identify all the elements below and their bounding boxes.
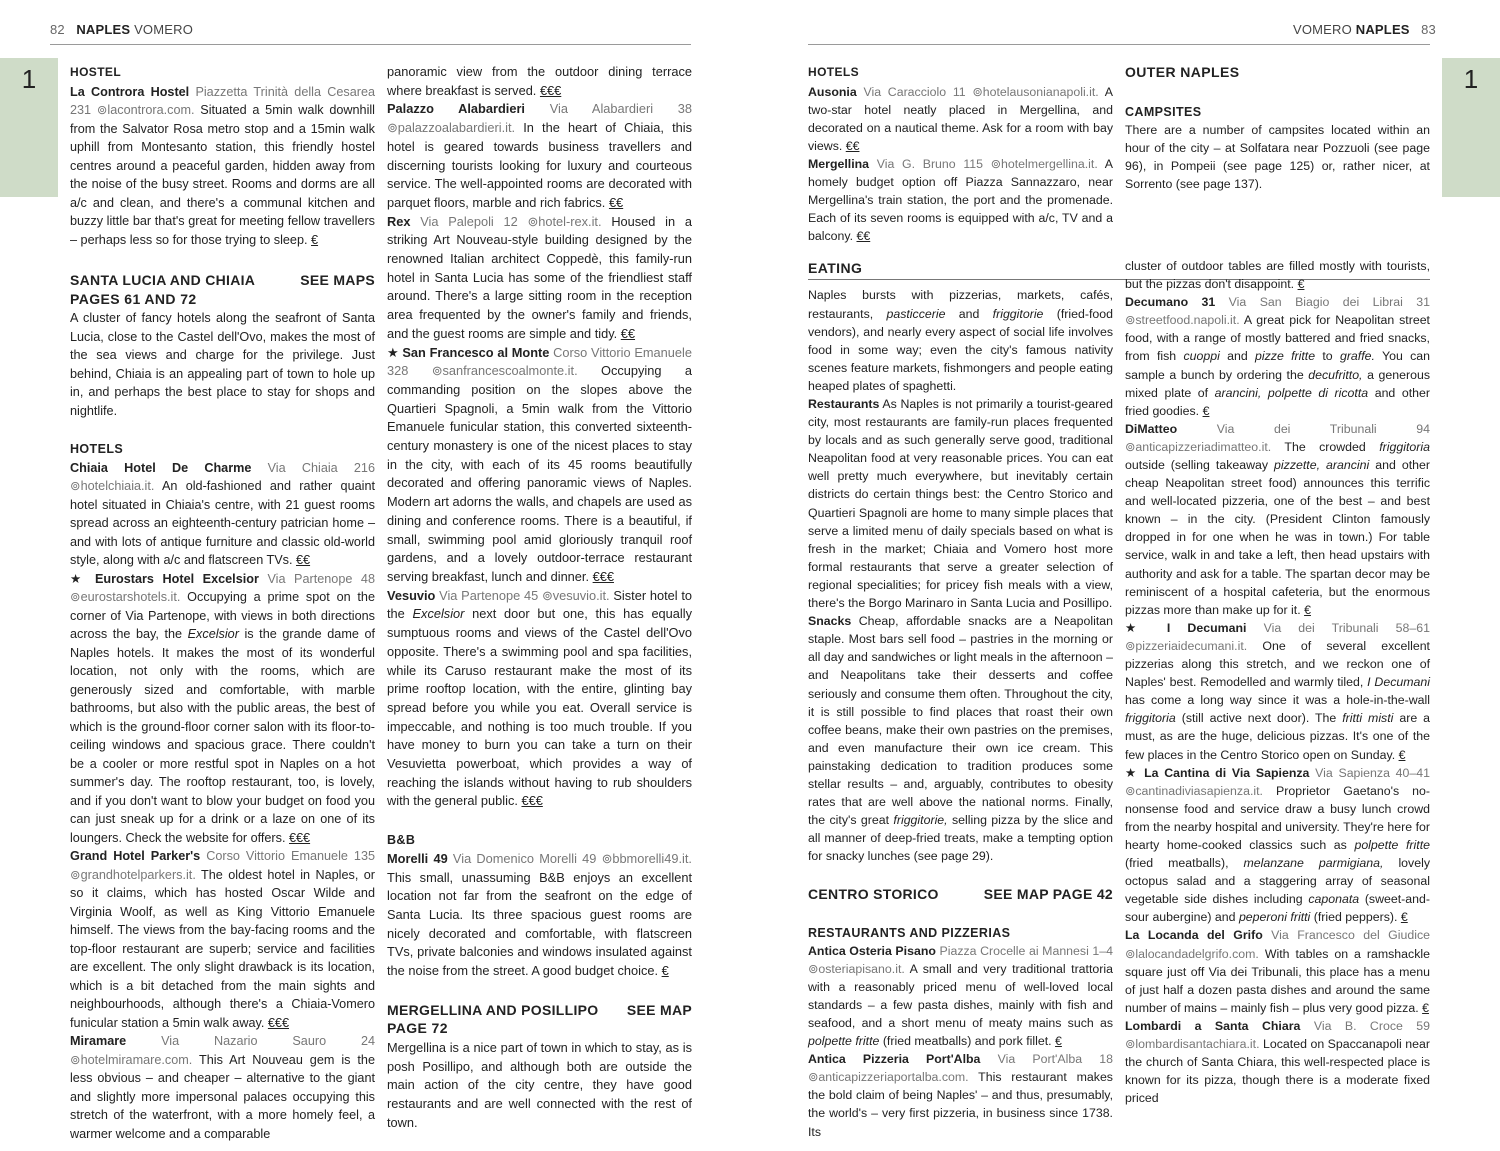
listing-description: lovely octopus salad and a staggering array of seasonal vegetable side dishes including bbox=[1125, 856, 1430, 907]
listing-rex bbox=[387, 213, 692, 344]
chapter-tab-right: 1 bbox=[1442, 58, 1500, 197]
listing-address: Via Caracciolo 11 bbox=[863, 84, 966, 99]
star-icon: ★ bbox=[1125, 765, 1139, 780]
listing-name: Grand Hotel Parker's bbox=[70, 849, 201, 863]
heading-bb: B&B bbox=[387, 833, 416, 848]
italic-term: caponata bbox=[1308, 892, 1360, 907]
italic-term: decufritto, bbox=[1308, 367, 1363, 382]
web-icon: ⊚ bbox=[527, 213, 539, 229]
listing-description: (fried peppers). bbox=[1313, 910, 1398, 925]
listing-address: Via Palepoli 12 bbox=[420, 213, 518, 229]
body-text: Cheap, affordable snacks are a Neapolitan staple. Most bars sell food – pastries in the morning or all day and sandwiches or light meals in the afternoon – and Neapolitans take their desserts and coffee seriously and consume them often. Throughout the city, it is still possible to find places that roast their own coffee beans, make their own pastries on the premises, and even manufacture their own ice cream. This painstaking dedication to tradition produces some stellar results – and, arguably, contributes to obesity rates that are well above the national norms. Finally, the city's great bbox=[808, 614, 1113, 828]
listing-dimatteo bbox=[1125, 420, 1430, 619]
right-column-1 bbox=[808, 63, 1114, 1139]
web-icon: ⊚ bbox=[1125, 313, 1136, 328]
listing-description: With tables on a ramshackle square just off Via dei Tribunali, this place has a menu of just half a dozen pasta dishes and around the same number of mains – mainly fish – plus very good pizza. bbox=[1125, 946, 1430, 1015]
listing-website[interactable]: hotelchiaia.it. bbox=[80, 479, 155, 493]
listing-antica-osteria-pisano bbox=[808, 942, 1113, 1051]
italic-term: graffe. bbox=[1339, 349, 1375, 364]
listing-la-controra bbox=[70, 83, 375, 250]
price-badge: € bbox=[311, 232, 319, 247]
listing-website[interactable]: cantinadiviasapienza.it. bbox=[1135, 783, 1263, 798]
listing-description: are a must, as are the huge, delicious pizzas. It's one of the few places in the Centro Storico open on Sunday. bbox=[1125, 711, 1430, 762]
listing-mergellina bbox=[808, 155, 1113, 245]
listing-name: I Decumani bbox=[1166, 620, 1247, 635]
listing-ausonia bbox=[808, 83, 1113, 155]
listing-address: Via Partenope 48 bbox=[267, 571, 375, 586]
web-icon: ⊚ bbox=[96, 103, 108, 117]
listing-description: This Art Nouveau gem is the less obvious – and cheaper – alternative to the giant and slightly more impersonal palaces occupying this stretch of the waterfront, with a more homely feel, a warmer welcome and a comparable bbox=[70, 1052, 375, 1141]
listing-description: a generous mixed plate of bbox=[1125, 367, 1430, 400]
left-header-city: NAPLES bbox=[76, 22, 131, 37]
price-badge: €€€ bbox=[592, 568, 614, 584]
left-header-rule bbox=[50, 44, 691, 45]
italic-term: friggitoria bbox=[1379, 439, 1430, 454]
listing-address: Piazzetta Trinità della Cesarea 231 bbox=[70, 84, 376, 117]
body-text: As Naples is not primarily a tourist-geared city, most restaurants are family-run places frequented by locals and as such generally serve good, traditional Neapolitan food at very reasonable prices. You can eat well pretty much everywhere, but inevitably certain districts do certain things best: the Centro Storico and Quartieri Spagnoli are home to many simple places that serve a limited menu of daily specials based on what is fresh in the market; Chiaia and Vomero host more formal restaurants that serve a greater selection of regional specialities; for pricey fish meals with a view, there's the Borgo Marinaro in Santa Lucia and Posillipo. bbox=[808, 397, 1113, 611]
listing-name: Decumano 31 bbox=[1125, 295, 1216, 310]
listing-eurostars bbox=[70, 570, 375, 848]
star-icon: ★ bbox=[70, 571, 87, 586]
listing-name: Mergellina bbox=[808, 156, 870, 171]
body-text: and bbox=[958, 306, 980, 321]
listing-name: Antica Pizzeria Port'Alba bbox=[808, 1052, 981, 1067]
price-badge: €€€ bbox=[289, 830, 311, 845]
listing-name: Miramare bbox=[70, 1034, 127, 1048]
listing-description: has come a long way since it was a hole-in-the-wall bbox=[1125, 693, 1430, 708]
heading-hotels: HOTELS bbox=[808, 65, 860, 79]
listing-name: La Cantina di Via Sapienza bbox=[1144, 765, 1310, 780]
listing-la-cantina bbox=[1125, 764, 1430, 927]
chapter-tab-left: 1 bbox=[0, 58, 58, 197]
listing-description: Sister hotel to the bbox=[387, 587, 693, 622]
listing-antica-pizzeria-portalba bbox=[808, 1050, 1113, 1140]
listing-description: panoramic view from the outdoor dining terrace where breakfast is served. bbox=[387, 64, 692, 98]
italic-term: cuoppi bbox=[1183, 349, 1220, 364]
listing-description: (fried meatballs), bbox=[1125, 856, 1229, 871]
listing-website[interactable]: grandhotelparkers.it. bbox=[80, 867, 196, 882]
italic-term: pizze fritte bbox=[1255, 349, 1316, 364]
heading-restaurants-pizzerias: RESTAURANTS AND PIZZERIAS bbox=[808, 925, 1011, 940]
heading-eating: EATING bbox=[808, 259, 1430, 280]
see-map-link[interactable]: SEE MAP bbox=[626, 1001, 692, 1018]
price-badge: €€€ bbox=[267, 1015, 289, 1030]
price-badge: € bbox=[1400, 910, 1408, 925]
listing-la-locanda-del-grifo bbox=[1125, 926, 1430, 1016]
listing-website[interactable]: lacontrora.com. bbox=[107, 103, 195, 117]
web-icon: ⊚ bbox=[387, 120, 398, 136]
right-header-city: NAPLES bbox=[1355, 22, 1410, 37]
listing-name: Lombardi a Santa Chiara bbox=[1125, 1018, 1301, 1033]
listing-address: Via dei Tribunali 58–61 bbox=[1263, 620, 1430, 635]
eating-intro bbox=[808, 286, 1113, 395]
body-text: Naples bursts with pizzerias, markets, cafés, restaurants, bbox=[808, 288, 1113, 321]
listing-website[interactable]: pizzeriaidecumani.it. bbox=[1135, 638, 1248, 653]
web-icon: ⊚ bbox=[1125, 783, 1136, 798]
heading-hostel: HOSTEL bbox=[70, 65, 122, 79]
italic-term: pizzette, arancini bbox=[1274, 458, 1370, 472]
listing-website[interactable]: hotelmiramare.com. bbox=[80, 1052, 193, 1067]
price-badge: € bbox=[1398, 747, 1406, 762]
run-in-heading: Restaurants bbox=[808, 397, 880, 411]
listing-description: This restaurant makes the bold claim of being Naples' – and thus, presumably, the world's – very first pizzeria, in business since 1738. Its bbox=[808, 1070, 1113, 1139]
listing-name: Rex bbox=[387, 213, 411, 229]
section-intro: Mergellina is a nice part of town in which to stay, as is posh Posillipo, and although both are outside the main action of the city centre, they have good restaurants and are well connected with the rest of town. bbox=[387, 1039, 692, 1130]
listing-morelli-49 bbox=[387, 850, 692, 981]
listing-description: A great pick for Neapolitan street food, with a range of mostly battered and fried snacks, from fish bbox=[1125, 313, 1430, 364]
heading-mergellina bbox=[387, 1001, 692, 1020]
web-icon: ⊚ bbox=[1125, 946, 1136, 961]
listing-name: Palazzo Alabardieri bbox=[387, 101, 525, 117]
price-badge: €€€ bbox=[539, 82, 562, 98]
listing-description: This small, unassuming B&B enjoys an excellent location not far from the seafront on the edge of Santa Lucia. Its three spacious guest rooms are nicely decorated and comfortable, with flatscreen TVs, private balconies and windows insulated against the noise from the street. A good budget choice. bbox=[387, 869, 692, 979]
listing-name: Antica Osteria Pisano bbox=[808, 943, 936, 958]
listing-description: (still active next door). The bbox=[1181, 711, 1337, 726]
right-header-area: VOMERO bbox=[1292, 22, 1352, 37]
web-icon: ⊚ bbox=[541, 587, 553, 603]
listing-palazzo-alabardieri bbox=[387, 100, 692, 212]
section-pages: PAGES 61 AND 72 bbox=[70, 290, 197, 307]
listing-address: Via G. Bruno 115 bbox=[876, 156, 983, 171]
see-maps-link[interactable]: SEE MAPS bbox=[300, 272, 375, 288]
listing-description: Situated a 5min walk downhill from the Salvator Rosa metro stop and a 15min walk uphill from Montesanto station, this friendly hostel centres around a peaceful garden, hidden away from the noise of the busy street. Rooms and dorms are all a/c and clean, and there's a communal kitchen and buzzy little bar that's great for meeting fellow travellers – perhaps less so for those trying to sleep. bbox=[70, 103, 375, 247]
listing-address: Via Partenope 45 bbox=[439, 587, 539, 603]
web-icon: ⊚ bbox=[972, 84, 983, 99]
listing-description: An old-fashioned and rather quaint hotel situated in Chiaia's centre, with 21 guest rooms spread across an eighteenth-century patrician home – and with lots of antique furniture and classic old-world style, along with a/c and flatscreen TVs. bbox=[70, 479, 375, 567]
listing-description: and bbox=[1227, 349, 1248, 364]
left-column-2 bbox=[387, 63, 693, 1130]
price-badge: €€ bbox=[856, 229, 871, 244]
body-text: selling pizza by the slice and all manner of deep-fried treats, make a tempting option for snacky lunches (see page 29). bbox=[808, 813, 1114, 864]
web-icon: ⊚ bbox=[1125, 439, 1136, 454]
listing-description: next door but one, this has equally sumptuous rooms and views of the Castel dell'Ovo opposite. There's a swimming pool and spa facilities, while its Caruso restaurant make the most of its prime rooftop location, with the entire, glinting bay spread before you while you eat. Overall service is impeccable, and nothing is too much trouble. If you have money to burn you can take a turn on their Vesuvietta powerboat, which provides a way of reaching the islands without having to rub shoulders with the general public. bbox=[387, 606, 692, 809]
listing-name: Vesuvio bbox=[387, 587, 436, 603]
price-badge: € bbox=[1055, 1034, 1062, 1049]
listing-description: The oldest hotel in Naples, or so it claims, which has hosted Oscar Wilde and Virginia Woolf, as well as King Vittorio Emanuele himself. The views from the bay-facing rooms and the top-floor restaurant are superb; service and facilities are excellent. The only slight drawback is its location, which is a bit detached from the main sights and neighbourhoods, although there's a Chiaia-Vomero funicular station a 5min walk away. bbox=[70, 867, 375, 1030]
italic-term: Excelsior bbox=[412, 606, 465, 622]
body-text: (fried-food vendors), and nearly every aspect of social life involves food in some way; even the city's famous nativity scenes feature markets, fishmongers and people eating heaped plates of spaghetti. bbox=[808, 306, 1113, 393]
listing-description: One of several excellent pizzerias along this stretch, and we reckon one of Naples' best. Remodelled and warmly tiled, bbox=[1125, 638, 1430, 690]
listing-description: (sweet-and-sour aubergine) and bbox=[1125, 892, 1430, 925]
listing-miramare bbox=[70, 1032, 375, 1143]
right-column-2 bbox=[1125, 63, 1430, 1123]
listing-description: to bbox=[1322, 349, 1333, 364]
listing-name: Chiaia Hotel De Charme bbox=[70, 460, 252, 475]
listing-description: A small and very traditional trattoria with a reasonably priced menu of well-loved local standards – a few pasta dishes, mainly with fish and seafood, and a short menu of meaty mains such as bbox=[808, 961, 1113, 1030]
italic-term: friggitoria bbox=[1125, 711, 1176, 726]
listing-name: La Controra Hostel bbox=[70, 84, 190, 99]
web-icon: ⊚ bbox=[601, 850, 613, 866]
see-map-link[interactable]: SEE MAP PAGE 42 bbox=[983, 886, 1113, 903]
listing-website[interactable]: lombardisantachiara.it. bbox=[1135, 1037, 1260, 1051]
section-intro: A cluster of fancy hotels along the seafront of Santa Lucia, close to the Castel dell'Ovo, makes the most of the sea views and charge for the privilege. Just behind, Chiaia is an appealing part of town to hole up in, and perhaps the best place to stay for shops and nightlife. bbox=[70, 311, 375, 418]
listing-chiaia-hotel bbox=[70, 459, 375, 570]
listing-continued bbox=[387, 63, 692, 100]
restaurants-paragraph bbox=[808, 395, 1113, 612]
heading-santa-lucia bbox=[70, 271, 375, 290]
run-in-heading: Snacks bbox=[808, 614, 852, 629]
italic-term: polpette fritte bbox=[808, 1034, 880, 1049]
web-icon: ⊚ bbox=[70, 867, 81, 882]
italic-term: Excelsior bbox=[187, 627, 239, 641]
right-page-number: 83 bbox=[1421, 22, 1436, 37]
left-running-head bbox=[50, 22, 193, 37]
listing-description: A two-star hotel neatly placed in Mergellina, and decorated on a nautical theme. Ask for a room with bay views. bbox=[808, 84, 1114, 153]
listing-lombardi bbox=[1125, 1017, 1430, 1107]
listing-description: The crowded bbox=[1284, 439, 1366, 454]
right-running-head bbox=[1293, 22, 1436, 37]
web-icon: ⊚ bbox=[1125, 1037, 1136, 1051]
listing-name: San Francesco al Monte bbox=[402, 344, 550, 360]
listing-website[interactable]: palazzoalabardieri.it. bbox=[397, 120, 516, 136]
heading-campsites: CAMPSITES bbox=[1125, 104, 1202, 119]
price-badge: €€ bbox=[296, 553, 311, 567]
listing-address: Via Alabardieri 38 bbox=[549, 101, 693, 117]
listing-decumano-31 bbox=[1125, 293, 1430, 420]
price-badge: € bbox=[1297, 277, 1305, 292]
price-badge: € bbox=[1422, 1000, 1429, 1015]
campsites-text: There are a number of campsites located within an hour of the city – at Solfatara near Pozzuoli (see page 96), in Pompeii (see page 125) or, rather nicer, at Sorrento (see page 137). bbox=[1125, 122, 1430, 191]
listing-address: Corso Vittorio Emanuele 135 bbox=[206, 849, 376, 863]
section-title: SANTA LUCIA AND CHIAIA bbox=[70, 272, 256, 288]
right-header-rule bbox=[808, 44, 1430, 45]
italic-term: melanzane parmigiana, bbox=[1243, 856, 1384, 871]
listing-address: Corso Vittorio Emanuele 328 bbox=[387, 344, 692, 379]
listing-i-decumani bbox=[1125, 619, 1430, 764]
listing-address: Via B. Croce 59 bbox=[1313, 1018, 1430, 1033]
section-pages: PAGE 72 bbox=[387, 1020, 448, 1037]
italic-term: peperoni fritti bbox=[1238, 910, 1311, 925]
star-icon: ★ bbox=[387, 344, 399, 360]
listing-description: Housed in a striking Art Nouveau-style building designed by the renowned Italian architect Coppedè, this family-run hotel in Santa Lucia has some of the friendliest staff around. There's a large sitting room in the reception area frequented by the owner's family and friends, and the guest rooms are simple and tidy. bbox=[387, 213, 692, 341]
italic-term: friggitorie, bbox=[893, 813, 948, 828]
listing-address: Via Nazario Sauro 24 bbox=[161, 1034, 375, 1048]
heading-hotels: HOTELS bbox=[70, 442, 124, 456]
listing-address: Via Chiaia 216 bbox=[267, 460, 375, 475]
italic-term: polpette fritte bbox=[1354, 837, 1430, 852]
listing-description: Proprietor Gaetano's no-nonsense food and service draw a busy lunch crowd from the nearby hospital and university. They're here for hearty home-cooked classics such as bbox=[1125, 783, 1430, 852]
listing-website[interactable]: eurostarshotels.it. bbox=[80, 590, 181, 604]
listing-address: Via Domenico Morelli 49 bbox=[452, 850, 597, 866]
web-icon: ⊚ bbox=[990, 156, 1002, 171]
listing-website[interactable]: lalocandadelgrifo.com. bbox=[1135, 946, 1259, 961]
listing-website[interactable]: streetfood.napoli.it. bbox=[1135, 313, 1240, 328]
listing-description: outside (selling takeaway bbox=[1125, 458, 1269, 472]
listing-website[interactable]: osteriapisano.it. bbox=[818, 961, 905, 976]
listing-description: cluster of outdoor tables are filled mostly with tourists, but the pizzas don't disappoint. bbox=[1125, 258, 1430, 292]
listing-website[interactable]: anticapizzeriadimatteo.it. bbox=[1135, 439, 1272, 454]
price-badge: € bbox=[661, 963, 669, 979]
heading-centro-storico bbox=[808, 885, 1113, 903]
italic-term: friggitorie bbox=[992, 306, 1044, 321]
left-column-1 bbox=[70, 63, 376, 1141]
italic-term: fritti misti bbox=[1342, 711, 1394, 726]
listing-description: and other fried goodies. bbox=[1125, 385, 1430, 418]
price-badge: € bbox=[1202, 403, 1210, 418]
listing-vesuvio bbox=[387, 587, 692, 811]
section-title: CENTRO STORICO bbox=[808, 886, 939, 903]
section-title: MERGELLINA AND POSILLIPO bbox=[387, 1001, 599, 1018]
price-badge: €€ bbox=[608, 194, 624, 210]
listing-website[interactable]: hotelmergellina.it. bbox=[1001, 156, 1098, 171]
listing-website[interactable]: hotel-rex.it. bbox=[538, 213, 602, 229]
listing-address: Via Sapienza 40–41 bbox=[1315, 765, 1430, 780]
listing-address: Via Port'Alba 18 bbox=[997, 1052, 1113, 1067]
listing-website[interactable]: vesuvio.it. bbox=[552, 587, 610, 603]
listing-description: is the grande dame of Naples hotels. It makes the most of its wonderful location, not only with the rooms, which are generously sized and comfortable, with marble bathrooms, but also with the public areas, the best of which is the ground-floor corner salon with its floor-to-ceiling windows and spacious grace. There couldn't be a cooler or more restful spot in Naples on a hot summer's day. The rooftop restaurant, too, is lovely, and if you don't want to blow your budget on food you can just sneak up for a drink or a laze on one of its loungers. Check the website for offers. bbox=[70, 627, 375, 845]
listing-description: In the heart of Chiaia, this hotel is geared towards business travellers and discerning tourists looking for luxury and courteous service. The well-appointed rooms are decorated with parquet floors, marble and rich fabrics. bbox=[387, 120, 692, 210]
listing-address: Via dei Tribunali 94 bbox=[1216, 421, 1431, 436]
listing-description: Occupying a commanding position on the slopes above the Quartieri Spagnoli, a 5min walk from the Vittorio Emanuele funicular station, this converted sixteenth-century monastery is one of the nicest places to stay in the city, with each of its 45 rooms beautifully decorated and offering panoramic views of Naples. Modern art adorns the walls, and chapels are used as dining and conference rooms. There is a beautiful, if small, swimming pool amid gloriously tranquil roof gardens, and a lovely outdoor-terrace restaurant serving breakfast, lunch and dinner. bbox=[387, 363, 692, 584]
web-icon: ⊚ bbox=[431, 363, 443, 379]
italic-term: I Decumani bbox=[1367, 675, 1431, 690]
web-icon: ⊚ bbox=[70, 479, 81, 493]
left-page-number: 82 bbox=[50, 22, 65, 37]
listing-address: Piazza Crocelle ai Mannesi 1–4 bbox=[939, 943, 1114, 958]
listing-name: Eurostars Hotel Excelsior bbox=[94, 571, 259, 586]
web-icon: ⊚ bbox=[70, 1052, 81, 1067]
listing-san-francesco bbox=[387, 344, 692, 587]
listing-description: Occupying a prime spot on the corner of Via Partenope, with views in both directions across the bay, the bbox=[70, 590, 375, 641]
listing-website[interactable]: sanfrancescoalmonte.it. bbox=[442, 363, 578, 379]
listing-website[interactable]: hotelausonianapoli.it. bbox=[982, 84, 1099, 99]
italic-term: arancini, polpette di ricotta bbox=[1214, 385, 1369, 400]
web-icon: ⊚ bbox=[1125, 638, 1136, 653]
price-badge: €€ bbox=[845, 138, 860, 153]
listing-name: Morelli 49 bbox=[387, 850, 448, 866]
listing-website[interactable]: bbmorelli49.it. bbox=[612, 850, 692, 866]
listing-continued bbox=[1125, 257, 1430, 293]
listing-name: La Locanda del Grifo bbox=[1125, 928, 1263, 943]
web-icon: ⊚ bbox=[70, 590, 81, 604]
price-badge: €€€ bbox=[521, 793, 543, 809]
listing-description: (fried meatballs) and pork fillet. bbox=[882, 1034, 1052, 1049]
listing-description: A homely budget option off Piazza Sannazzaro, near Mergellina's train station, the port and the promenade. Each of its seven rooms is equipped with a/c, TV and a balcony. bbox=[808, 156, 1113, 244]
listing-description: You can sample a bunch by ordering the bbox=[1125, 349, 1430, 382]
snacks-paragraph bbox=[808, 612, 1113, 865]
listing-address: Via San Biagio dei Librai 31 bbox=[1228, 295, 1431, 310]
web-icon: ⊚ bbox=[808, 1070, 819, 1085]
price-badge: €€ bbox=[620, 325, 636, 341]
heading-outer-naples: OUTER NAPLES bbox=[1125, 64, 1240, 80]
listing-name: Ausonia bbox=[808, 84, 857, 99]
listing-description: and other cheap Neapolitan street food) announces this terrific and well-located pizzeria, one of the best – and best known – in the city. (President Clinton famously dropped in for one when he was in town.) For table service, walk in and take a left, then head upstairs with authority and ask for a table. The spartan decor may be reminiscent of a hospital cafeteria, but the enormous pizzas more than make up for it. bbox=[1125, 458, 1430, 617]
listing-description: Located on Spaccanapoli near the church of Santa Chiara, this well-respected place is known for its pizza, though there is a moderate fixed priced bbox=[1125, 1037, 1430, 1106]
price-badge: € bbox=[1304, 602, 1311, 617]
listing-name: DiMatteo bbox=[1125, 421, 1178, 436]
left-header-area: VOMERO bbox=[134, 22, 194, 37]
web-icon: ⊚ bbox=[808, 961, 819, 976]
listing-grand-hotel-parkers bbox=[70, 847, 375, 1032]
italic-term: pasticcerie bbox=[886, 306, 946, 321]
star-icon: ★ bbox=[1125, 620, 1150, 635]
listing-website[interactable]: anticapizzeriaportalba.com. bbox=[818, 1070, 969, 1085]
right-page bbox=[750, 0, 1500, 1151]
listing-address: Via Francesco del Giudice bbox=[1271, 928, 1430, 943]
